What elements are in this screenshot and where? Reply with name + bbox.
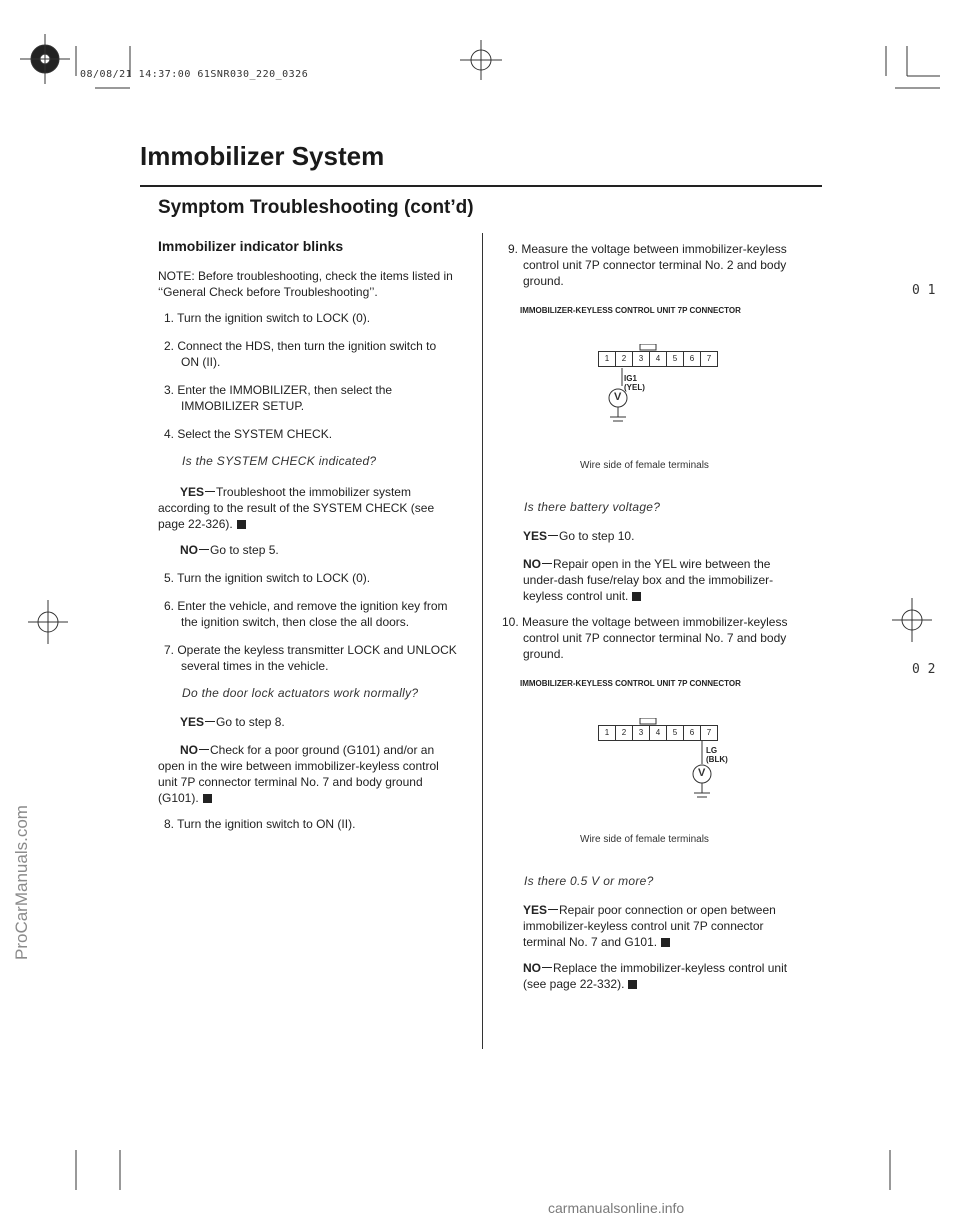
column-divider [482, 233, 483, 1049]
wire-label-2: LG (BLK) [706, 746, 728, 764]
pin: 7 [706, 354, 712, 363]
voltmeter-icon: V [698, 767, 706, 779]
step-7-no [158, 742, 458, 806]
end-mark-icon [632, 592, 641, 601]
step-4-yes-text: Troubleshoot the immobilizer system according to the result of the SYSTEM CHECK (see page 22-326). [158, 485, 435, 531]
step-7-yes [180, 714, 285, 730]
step-4-yes [158, 484, 458, 532]
end-mark-icon [237, 520, 246, 529]
corner-mark-bottom-left [76, 1150, 120, 1190]
note-text: NOTE: Before troubleshooting, check the items listed in ‘‘General Check before Troubleshooting’’. [158, 269, 453, 299]
pin: 3 [633, 726, 650, 740]
section-heading: Immobilizer indicator blinks [158, 238, 344, 254]
pin: 5 [667, 352, 684, 366]
step-9-no-text: Repair open in the YEL wire between the under-dash fuse/relay box and the immobilizer-keyless control unit. [523, 557, 774, 603]
yes-label: YES [523, 529, 548, 543]
yes-label: YES [523, 903, 548, 917]
step-4-no [180, 542, 279, 558]
step-9-yes-text: Go to step 10. [559, 529, 635, 543]
step-7-yes-text: Go to step 8. [216, 715, 285, 729]
pin: 1 [599, 352, 616, 366]
pin: 5 [667, 726, 684, 740]
dash [548, 535, 558, 536]
print-stamp: 08/08/21 14:37:00 61SNR030_220_0326 [80, 69, 309, 80]
side-mark-right [892, 598, 932, 642]
pin: 2 [616, 726, 633, 740]
pin: 6 [684, 352, 701, 366]
step-10-line-3: ground. [523, 647, 564, 661]
yes-label: YES [180, 715, 205, 729]
side-mark-label-1: 0 1 [912, 283, 936, 298]
step-10-no [523, 960, 803, 992]
step-10-yes-text: Repair poor connection or open between immobilizer-keyless control unit 7P connector terminal No. 7 and G101. [523, 903, 776, 949]
diagram-1-title: IMMOBILIZER-KEYLESS CONTROL UNIT 7P CONNECTOR [520, 306, 741, 315]
step-4: 4. Select the SYSTEM CHECK. [164, 427, 333, 441]
pin: 1 [599, 726, 616, 740]
step-2-line-1: 2. Connect the HDS, then turn the ignition switch to [164, 339, 437, 353]
step-10-line-1: 10. Measure the voltage between immobilizer-keyless [502, 615, 788, 629]
step-3-line-2: IMMOBILIZER SETUP. [181, 399, 305, 413]
side-mark-left [28, 600, 68, 644]
pin: 4 [650, 726, 667, 740]
dash [542, 967, 552, 968]
question-step-7: Do the door lock actuators work normally? [182, 686, 419, 700]
step-10-no-text: Replace the immobilizer-keyless control unit (see page 22-332). [523, 961, 788, 991]
pin: 2 [616, 352, 633, 366]
dash [542, 563, 552, 564]
question-step-4: Is the SYSTEM CHECK indicated? [182, 454, 377, 468]
yes-label: YES [180, 485, 205, 499]
voltmeter-icon: V [614, 391, 622, 403]
step-8: 8. Turn the ignition switch to ON (II). [164, 817, 356, 831]
end-mark-icon [203, 794, 212, 803]
dash [205, 721, 215, 722]
step-9-line-2: control unit 7P connector terminal No. 2 and body [523, 258, 787, 272]
step-5: 5. Turn the ignition switch to LOCK (0). [164, 571, 371, 585]
connector-1-pins [598, 351, 718, 367]
wire-label-1: IG1 (YEL) [624, 374, 645, 392]
side-mark-label-2: 0 2 [912, 662, 936, 677]
title-rule [140, 185, 822, 187]
step-4-no-text: Go to step 5. [210, 543, 279, 557]
no-label: NO [523, 961, 541, 975]
question-step-10: Is there 0.5 V or more? [524, 874, 654, 888]
step-2-line-2: ON (II). [181, 355, 221, 369]
step-9-no [523, 556, 803, 604]
question-step-9: Is there battery voltage? [524, 500, 661, 514]
pin: 6 [684, 726, 701, 740]
step-9-yes [523, 528, 634, 544]
corner-mark-top-right [886, 46, 940, 88]
diagram-2-title: IMMOBILIZER-KEYLESS CONTROL UNIT 7P CONNECTOR [520, 679, 741, 688]
no-label: NO [523, 557, 541, 571]
dash [199, 749, 209, 750]
end-mark-icon [661, 938, 670, 947]
step-3-line-1: 3. Enter the IMMOBILIZER, then select the [164, 383, 393, 397]
step-7-no-text: Check for a poor ground (G101) and/or an open in the wire between immobilizer-keyless control unit 7P connector terminal No. 7 and body ground (G101). [158, 743, 439, 805]
step-1: 1. Turn the ignition switch to LOCK (0). [164, 311, 371, 325]
step-6-line-2: the ignition switch, then close the all doors. [181, 615, 410, 629]
step-7-line-1: 7. Operate the keyless transmitter LOCK and UNLOCK [164, 643, 457, 657]
step-9-line-3: ground. [523, 274, 564, 288]
center-mark-top [460, 40, 502, 80]
end-mark-icon [628, 980, 637, 989]
page-subtitle: Symptom Troubleshooting (cont’d) [158, 197, 474, 218]
watermark-procarmanuals: ProCarManuals.com [12, 805, 31, 960]
no-label: NO [180, 743, 198, 757]
diagram-2-caption: Wire side of female terminals [580, 834, 709, 845]
step-10-line-2: control unit 7P connector terminal No. 7 and body [523, 631, 787, 645]
step-7-line-2: several times in the vehicle. [181, 659, 329, 673]
dash [199, 549, 209, 550]
pin: 4 [650, 352, 667, 366]
dash [205, 491, 215, 492]
connector-2-pins [598, 725, 718, 741]
step-6-line-1: 6. Enter the vehicle, and remove the ignition key from [164, 599, 448, 613]
diagram-1-caption: Wire side of female terminals [580, 460, 709, 471]
dash [548, 909, 558, 910]
footer-watermark: carmanualsonline.info [548, 1200, 685, 1216]
step-9-line-1: 9. Measure the voltage between immobilizer-keyless [508, 242, 787, 256]
pin: 7 [706, 728, 712, 737]
no-label: NO [180, 543, 198, 557]
page-title: Immobilizer System [140, 141, 385, 171]
step-10-yes [523, 902, 803, 950]
pin: 3 [633, 352, 650, 366]
